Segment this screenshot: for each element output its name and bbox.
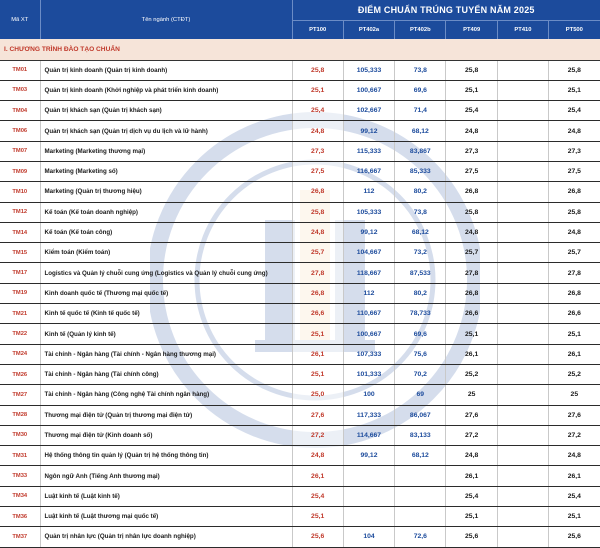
score-pt402b: 73,2 — [395, 243, 446, 263]
major-code: TM17 — [0, 263, 40, 283]
score-pt410 — [497, 364, 548, 384]
score-pt100: 26,8 — [292, 283, 343, 303]
score-pt410 — [497, 344, 548, 364]
score-pt402a: 100,667 — [343, 80, 394, 100]
score-pt410 — [497, 161, 548, 181]
score-pt500: 24,8 — [549, 446, 600, 466]
score-pt409: 25,7 — [446, 243, 497, 263]
score-pt409: 25 — [446, 385, 497, 405]
major-code: TM24 — [0, 344, 40, 364]
score-pt500: 25,4 — [549, 101, 600, 121]
major-name: Marketing (Quản trị thương hiệu) — [40, 182, 292, 202]
section-row — [0, 39, 600, 60]
score-pt402b: 83,133 — [395, 425, 446, 445]
major-name: Luật kinh tế (Luật kinh tế) — [40, 486, 292, 506]
score-pt100: 27,8 — [292, 263, 343, 283]
score-pt402a: 99,12 — [343, 121, 394, 141]
score-pt402b: 68,12 — [395, 121, 446, 141]
major-code: TM37 — [0, 527, 40, 547]
score-pt500: 25 — [549, 385, 600, 405]
major-code: TM01 — [0, 60, 40, 80]
header-method: PT409 — [446, 20, 497, 39]
table-row — [0, 60, 600, 80]
major-code: TM14 — [0, 222, 40, 242]
score-pt100: 25,1 — [292, 507, 343, 527]
score-pt500: 25,1 — [549, 80, 600, 100]
table-row — [0, 161, 600, 181]
major-code: TM31 — [0, 446, 40, 466]
score-pt402a: 105,333 — [343, 202, 394, 222]
score-pt402a: 115,333 — [343, 141, 394, 161]
score-pt402a — [343, 486, 394, 506]
score-pt409: 25,2 — [446, 364, 497, 384]
score-pt409: 26,1 — [446, 344, 497, 364]
score-pt100: 25,4 — [292, 101, 343, 121]
table-row — [0, 141, 600, 161]
major-code: TM03 — [0, 80, 40, 100]
score-pt500: 26,6 — [549, 304, 600, 324]
score-pt500: 25,7 — [549, 243, 600, 263]
score-pt402b: 75,6 — [395, 344, 446, 364]
major-name: Thương mại điện tử (Quản trị thương mại điện tử) — [40, 405, 292, 425]
score-pt409: 25,8 — [446, 60, 497, 80]
score-pt410 — [497, 425, 548, 445]
table-row — [0, 364, 600, 384]
header-score-group-title: ĐIỂM CHUẨN TRÚNG TUYỂN NĂM 2025 — [292, 0, 600, 20]
score-pt500: 25,2 — [549, 364, 600, 384]
score-pt100: 26,6 — [292, 304, 343, 324]
score-pt500: 25,1 — [549, 324, 600, 344]
table-row — [0, 425, 600, 445]
score-pt410 — [497, 385, 548, 405]
score-pt409: 27,8 — [446, 263, 497, 283]
score-pt402b — [395, 507, 446, 527]
score-pt402b: 70,2 — [395, 364, 446, 384]
score-pt100: 25,1 — [292, 364, 343, 384]
table-row — [0, 466, 600, 486]
score-pt402a: 99,12 — [343, 222, 394, 242]
major-name: Marketing (Marketing số) — [40, 161, 292, 181]
major-name: Kinh tế quốc tế (Kinh tế quốc tế) — [40, 304, 292, 324]
header-method: PT402b — [395, 20, 446, 39]
major-name: Ngôn ngữ Anh (Tiếng Anh thương mại) — [40, 466, 292, 486]
score-pt402a: 101,333 — [343, 364, 394, 384]
score-pt402a: 99,12 — [343, 446, 394, 466]
major-code: TM28 — [0, 405, 40, 425]
table-row — [0, 121, 600, 141]
major-code: TM15 — [0, 243, 40, 263]
score-pt409: 27,3 — [446, 141, 497, 161]
score-pt402b: 68,12 — [395, 222, 446, 242]
table-row — [0, 263, 600, 283]
major-code: TM34 — [0, 486, 40, 506]
score-pt409: 25,1 — [446, 324, 497, 344]
score-pt409: 26,1 — [446, 466, 497, 486]
table-row — [0, 507, 600, 527]
major-name: Tài chính - Ngân hàng (Công nghệ Tài chính ngân hàng) — [40, 385, 292, 405]
score-pt500: 26,1 — [549, 344, 600, 364]
score-pt402b: 80,2 — [395, 283, 446, 303]
score-pt402a: 118,667 — [343, 263, 394, 283]
score-pt402b: 73,8 — [395, 60, 446, 80]
major-name: Logistics và Quản lý chuỗi cung ứng (Logistics và Quản lý chuỗi cung ứng) — [40, 263, 292, 283]
score-pt500: 25,6 — [549, 527, 600, 547]
major-name: Quản trị khách sạn (Quản trị dịch vụ du lịch và lữ hành) — [40, 121, 292, 141]
table-row — [0, 182, 600, 202]
major-name: Quản trị khách sạn (Quản trị khách sạn) — [40, 101, 292, 121]
score-pt410 — [497, 405, 548, 425]
score-pt402a: 110,667 — [343, 304, 394, 324]
major-name: Quản trị kinh doanh (Quản trị kinh doanh) — [40, 60, 292, 80]
score-pt100: 25,8 — [292, 202, 343, 222]
score-pt402b: 71,4 — [395, 101, 446, 121]
score-pt410 — [497, 182, 548, 202]
score-pt402b: 69,6 — [395, 324, 446, 344]
score-pt410 — [497, 446, 548, 466]
score-pt402b: 86,067 — [395, 405, 446, 425]
score-pt402b: 72,6 — [395, 527, 446, 547]
major-name: Kiểm toán (Kiểm toán) — [40, 243, 292, 263]
major-name: Tài chính - Ngân hàng (Tài chính - Ngân hàng thương mại) — [40, 344, 292, 364]
score-pt409: 25,6 — [446, 527, 497, 547]
score-pt410 — [497, 222, 548, 242]
score-pt410 — [497, 283, 548, 303]
score-pt500: 24,8 — [549, 121, 600, 141]
score-pt100: 27,5 — [292, 161, 343, 181]
score-pt409: 27,5 — [446, 161, 497, 181]
major-name: Hệ thống thông tin quản lý (Quản trị hệ thống thông tin) — [40, 446, 292, 466]
major-name: Kinh tế (Quản lý kinh tế) — [40, 324, 292, 344]
score-pt402b — [395, 486, 446, 506]
major-code: TM06 — [0, 121, 40, 141]
score-pt402b: 73,8 — [395, 202, 446, 222]
score-pt500: 26,8 — [549, 283, 600, 303]
score-pt402b: 69,6 — [395, 80, 446, 100]
section-title: I. CHƯƠNG TRÌNH ĐÀO TẠO CHUẨN — [0, 39, 600, 60]
score-pt402a: 117,333 — [343, 405, 394, 425]
major-code: TM19 — [0, 283, 40, 303]
score-pt500: 27,5 — [549, 161, 600, 181]
score-pt409: 26,6 — [446, 304, 497, 324]
score-pt410 — [497, 60, 548, 80]
score-pt402a: 107,333 — [343, 344, 394, 364]
table-row — [0, 222, 600, 242]
score-pt100: 25,4 — [292, 486, 343, 506]
major-code: TM22 — [0, 324, 40, 344]
score-pt402b: 85,333 — [395, 161, 446, 181]
score-pt100: 25,0 — [292, 385, 343, 405]
score-pt100: 25,1 — [292, 80, 343, 100]
score-pt402b — [395, 466, 446, 486]
table-row — [0, 202, 600, 222]
score-pt409: 26,8 — [446, 182, 497, 202]
score-pt402b: 80,2 — [395, 182, 446, 202]
score-pt409: 25,4 — [446, 101, 497, 121]
major-code: TM26 — [0, 364, 40, 384]
score-pt409: 25,1 — [446, 80, 497, 100]
score-pt500: 24,8 — [549, 222, 600, 242]
score-pt100: 26,1 — [292, 344, 343, 364]
score-pt410 — [497, 304, 548, 324]
score-pt100: 27,6 — [292, 405, 343, 425]
score-pt409: 24,8 — [446, 121, 497, 141]
score-pt402a: 112 — [343, 182, 394, 202]
major-name: Quản trị kinh doanh (Khởi nghiệp và phát triển kinh doanh) — [40, 80, 292, 100]
score-pt402b: 69 — [395, 385, 446, 405]
score-pt410 — [497, 243, 548, 263]
score-pt402a: 102,667 — [343, 101, 394, 121]
table-row — [0, 283, 600, 303]
score-pt402a: 100 — [343, 385, 394, 405]
table-row — [0, 527, 600, 547]
major-code: TM27 — [0, 385, 40, 405]
score-pt402a: 112 — [343, 283, 394, 303]
score-pt100: 27,2 — [292, 425, 343, 445]
score-pt402b: 78,733 — [395, 304, 446, 324]
score-pt410 — [497, 263, 548, 283]
score-pt402a: 114,667 — [343, 425, 394, 445]
table-row — [0, 243, 600, 263]
score-pt402a: 104,667 — [343, 243, 394, 263]
score-pt500: 25,4 — [549, 486, 600, 506]
score-pt409: 25,8 — [446, 202, 497, 222]
score-pt100: 24,8 — [292, 222, 343, 242]
table-row — [0, 344, 600, 364]
score-pt409: 27,2 — [446, 425, 497, 445]
header-method: PT500 — [549, 20, 600, 39]
table-row — [0, 304, 600, 324]
table-row — [0, 324, 600, 344]
major-code: TM30 — [0, 425, 40, 445]
score-pt402a — [343, 466, 394, 486]
score-pt100: 24,8 — [292, 121, 343, 141]
score-pt402b: 68,12 — [395, 446, 446, 466]
major-name: Thương mại điện tử (Kinh doanh số) — [40, 425, 292, 445]
table-header-row — [0, 0, 600, 20]
score-pt100: 26,1 — [292, 466, 343, 486]
score-pt100: 27,3 — [292, 141, 343, 161]
table-row — [0, 486, 600, 506]
score-pt410 — [497, 486, 548, 506]
table-row — [0, 405, 600, 425]
score-pt409: 25,4 — [446, 486, 497, 506]
score-pt500: 25,1 — [549, 507, 600, 527]
score-pt500: 27,8 — [549, 263, 600, 283]
score-pt402b: 83,867 — [395, 141, 446, 161]
major-name: Kế toán (Kế toán doanh nghiệp) — [40, 202, 292, 222]
score-pt409: 25,1 — [446, 507, 497, 527]
score-pt409: 24,8 — [446, 446, 497, 466]
major-code: TM36 — [0, 507, 40, 527]
table-row — [0, 101, 600, 121]
header-major-name: Tên ngành (CTĐT) — [40, 0, 292, 39]
score-pt409: 27,6 — [446, 405, 497, 425]
score-pt402a: 116,667 — [343, 161, 394, 181]
major-code: TM09 — [0, 161, 40, 181]
score-pt100: 25,1 — [292, 324, 343, 344]
score-pt402a: 100,667 — [343, 324, 394, 344]
header-method: PT100 — [292, 20, 343, 39]
header-method: PT410 — [497, 20, 548, 39]
score-pt500: 26,8 — [549, 182, 600, 202]
score-pt500: 26,1 — [549, 466, 600, 486]
score-pt500: 25,8 — [549, 60, 600, 80]
score-pt402a: 104 — [343, 527, 394, 547]
score-pt402a: 105,333 — [343, 60, 394, 80]
score-pt402b: 87,533 — [395, 263, 446, 283]
score-pt100: 26,8 — [292, 182, 343, 202]
major-name: Kinh doanh quốc tế (Thương mại quốc tế) — [40, 283, 292, 303]
score-pt100: 25,7 — [292, 243, 343, 263]
major-code: TM10 — [0, 182, 40, 202]
score-pt410 — [497, 202, 548, 222]
score-pt409: 24,8 — [446, 222, 497, 242]
major-name: Kế toán (Kế toán công) — [40, 222, 292, 242]
score-pt410 — [497, 466, 548, 486]
score-pt410 — [497, 507, 548, 527]
table-row — [0, 385, 600, 405]
score-pt500: 27,2 — [549, 425, 600, 445]
major-code: TM21 — [0, 304, 40, 324]
score-pt402a — [343, 507, 394, 527]
major-code: TM07 — [0, 141, 40, 161]
score-pt409: 26,8 — [446, 283, 497, 303]
score-pt500: 27,3 — [549, 141, 600, 161]
score-pt410 — [497, 324, 548, 344]
major-code: TM04 — [0, 101, 40, 121]
header-code: Mã XT — [0, 0, 40, 39]
major-name: Luật kinh tế (Luật thương mại quốc tế) — [40, 507, 292, 527]
score-pt100: 24,8 — [292, 446, 343, 466]
score-pt410 — [497, 101, 548, 121]
major-name: Quản trị nhân lực (Quản trị nhân lực doanh nghiệp) — [40, 527, 292, 547]
major-code: TM33 — [0, 466, 40, 486]
score-pt500: 25,8 — [549, 202, 600, 222]
score-pt410 — [497, 80, 548, 100]
score-pt100: 25,6 — [292, 527, 343, 547]
major-name: Tài chính - Ngân hàng (Tài chính công) — [40, 364, 292, 384]
score-pt500: 27,6 — [549, 405, 600, 425]
major-name: Marketing (Marketing thương mại) — [40, 141, 292, 161]
score-pt410 — [497, 121, 548, 141]
header-method: PT402a — [343, 20, 394, 39]
score-pt410 — [497, 141, 548, 161]
score-pt410 — [497, 527, 548, 547]
score-pt100: 25,8 — [292, 60, 343, 80]
table-row — [0, 446, 600, 466]
table-row — [0, 80, 600, 100]
major-code: TM12 — [0, 202, 40, 222]
